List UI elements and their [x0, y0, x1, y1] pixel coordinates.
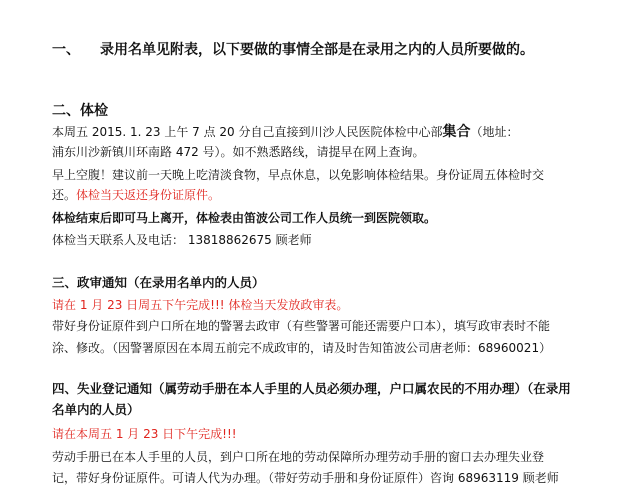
section-3-title: 三、政审通知（在录用名单内的人员）: [52, 275, 265, 290]
section-2-paragraph-2-line-1: 早上空腹！建议前一天晚上吃清淡食物，早点休息，以免影响体检结果。身份证周五体检时交: [52, 168, 545, 182]
emphasis-gather: 集合: [442, 124, 471, 140]
section-1-text: 录用名单见附表，以下要做的事情全部是在录用之内的人员所要做的。: [100, 42, 534, 58]
id-card-return-notice: 体检当天返还身份证原件。: [76, 188, 221, 202]
section-4-title-line-1: 四、失业登记通知（属劳动手册在本人手里的人员必须办理，户口属农民的不用办理）（在录用: [52, 381, 571, 396]
section-1-heading: [52, 42, 534, 58]
section-3-paragraph-line-1: 带好身份证原件到户口所在地的警署去政审（有些警署可能还需要户口本），填写政审表时不能: [52, 319, 551, 333]
section-2-contact: 体检当天联系人及电话： 13818862675 顾老师: [52, 233, 312, 247]
section-2-paragraph-2-line-2: 还。体检当天返还身份证原件。: [52, 188, 221, 202]
section-4-paragraph-line-1: 劳动手册已在本人手里的人员，到户口所在地的劳动保障所办理劳动手册的窗口去办理失业登: [52, 450, 545, 464]
section-3-paragraph-line-2: 涂、修改。（因警署原因在本周五前完不成政审的，请及时告知笛波公司唐老师：68960021）: [52, 341, 552, 355]
section-2-paragraph-1-line-2: 浦东川沙新镇川环南路 472 号）。如不熟悉路线，请提早在网上查询。: [52, 145, 425, 159]
section-2-paragraph-3: 体检结束后即可马上离开，体检表由笛波公司工作人员统一到医院领取。: [52, 211, 437, 225]
section-4-paragraph-line-2: 记，带好身份证原件。可请人代为办理。（带好劳动手册和身份证原件）咨询 68963119 顾老师: [52, 471, 559, 485]
section-1-number: 一、: [52, 42, 80, 58]
section-2-title: 二、体检: [52, 103, 108, 119]
section-4-deadline: 请在本周五 1 月 23 日下午完成!!!: [52, 427, 237, 441]
section-4-title-line-2: 名单内的人员）: [52, 402, 140, 417]
section-3-deadline: 请在 1 月 23 日周五下午完成!!! 体检当天发放政审表。: [52, 298, 349, 312]
section-2-paragraph-1-line-1: 本周五 2015. 1. 23 上午 7 点 20 分自己直接到川沙人民医院体检中心部集合（地址：: [52, 124, 519, 140]
